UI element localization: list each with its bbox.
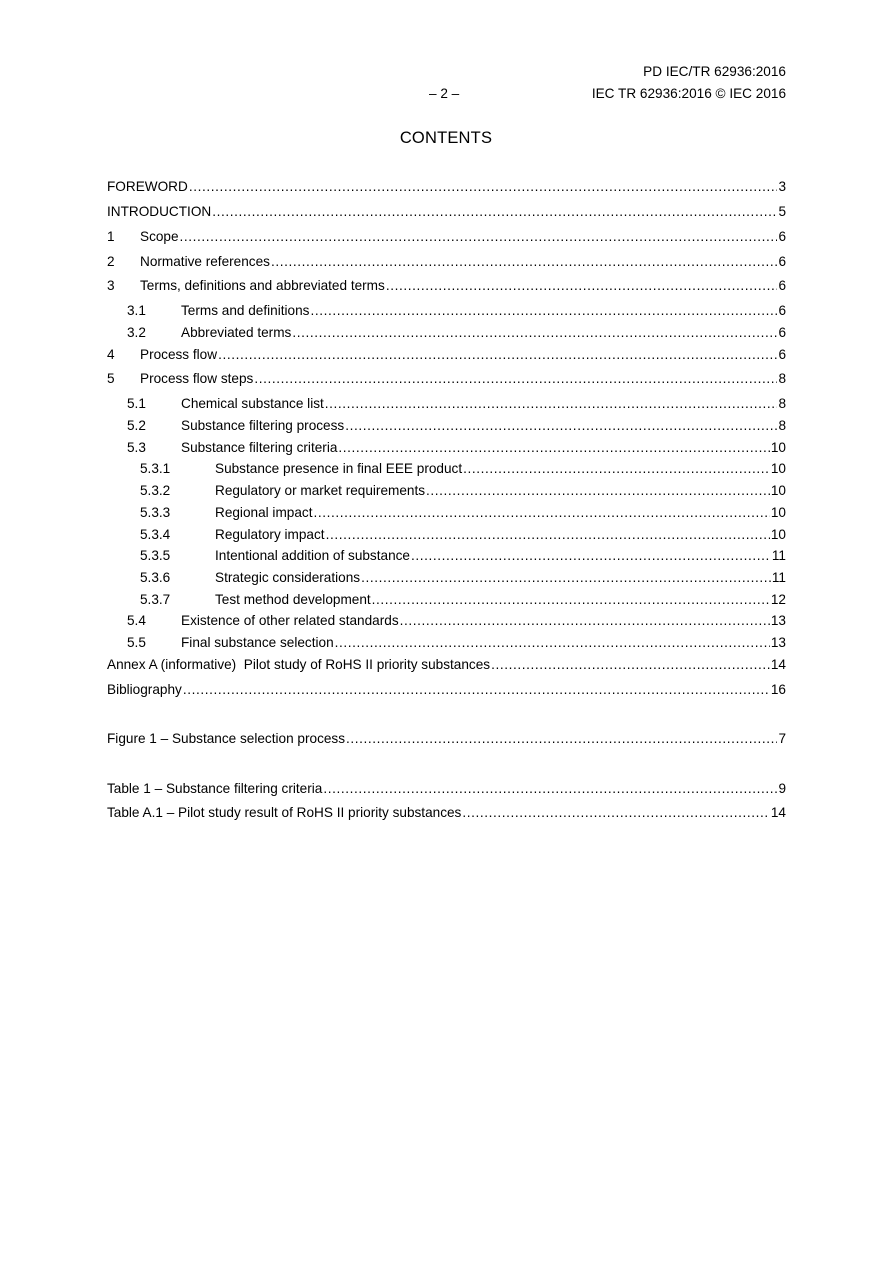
- toc-entry-number: 5.3.6: [140, 570, 171, 585]
- toc-entry[interactable]: [107, 439, 786, 457]
- toc-entry-number: 5.3.5: [140, 548, 171, 563]
- toc-entry-page: 10: [770, 461, 786, 476]
- toc-entry-page: 10: [770, 527, 786, 542]
- toc-entry[interactable]: [107, 302, 786, 320]
- toc-entry-page: 6: [778, 303, 786, 318]
- toc-entry[interactable]: [107, 504, 786, 522]
- toc-dot-leader: [323, 780, 777, 798]
- toc-entry-title: Bibliography: [107, 682, 182, 697]
- toc-entry-page: 13: [770, 635, 786, 650]
- toc-entry-number: 3: [107, 278, 115, 293]
- toc-entry-page: 6: [778, 347, 786, 362]
- toc-entry-number: 4: [107, 347, 115, 362]
- toc-entry[interactable]: [107, 178, 786, 196]
- toc-entry-page: 11: [771, 548, 786, 563]
- toc-dot-leader: [411, 547, 771, 565]
- toc-entry[interactable]: [107, 277, 786, 295]
- toc-entry-title: Figure 1 – Substance selection process: [107, 731, 346, 746]
- toc-entry-page: 14: [770, 657, 786, 672]
- toc-dot-leader: [183, 681, 770, 699]
- toc-dot-leader: [400, 612, 770, 630]
- toc-dot-leader: [180, 228, 778, 246]
- toc-entry-page: 3: [778, 179, 786, 194]
- toc-entry-title: Test method development: [215, 592, 371, 607]
- toc-entry-page: 16: [770, 682, 786, 697]
- toc-entry[interactable]: [107, 395, 786, 413]
- toc-entry-title: Annex A (informative) Pilot study of RoHS II priority substances: [107, 657, 491, 672]
- toc-dot-leader: [325, 395, 778, 413]
- toc-entry[interactable]: [107, 634, 786, 652]
- toc-entry-title: Table A.1 – Pilot study result of RoHS II priority substances: [107, 805, 462, 820]
- toc-entry[interactable]: [107, 591, 786, 609]
- toc-entry-number: 5.3: [127, 440, 146, 455]
- toc-dot-leader: [426, 482, 770, 500]
- toc-entry-page: 10: [770, 483, 786, 498]
- toc-dot-leader: [386, 277, 778, 295]
- toc-entry-title: Scope: [140, 229, 179, 244]
- toc-entry-number: 5.3.3: [140, 505, 171, 520]
- toc-entry[interactable]: [107, 482, 786, 500]
- toc-entry-title: INTRODUCTION: [107, 204, 212, 219]
- toc-entry-title: Existence of other related standards: [181, 613, 399, 628]
- toc-entry[interactable]: [107, 656, 786, 674]
- toc-entry-title: Substance presence in final EEE product: [215, 461, 463, 476]
- toc-entry[interactable]: [107, 417, 786, 435]
- toc-dot-leader: [326, 526, 770, 544]
- toc-entry[interactable]: [107, 780, 786, 798]
- toc-entry-title: Substance filtering criteria: [181, 440, 338, 455]
- toc-entry-page: 8: [778, 396, 786, 411]
- toc-dot-leader: [218, 346, 777, 364]
- toc-entry-title: Chemical substance list: [181, 396, 324, 411]
- toc-entry-number: 5.3.7: [140, 592, 171, 607]
- toc-dot-leader: [491, 656, 770, 674]
- toc-entry[interactable]: [107, 460, 786, 478]
- toc-entry-number: 5.3.2: [140, 483, 171, 498]
- toc-dot-leader: [345, 417, 777, 435]
- toc-entry-title: Process flow steps: [140, 371, 254, 386]
- toc-dot-leader: [212, 203, 777, 221]
- toc-entry-number: 5.3.1: [140, 461, 171, 476]
- toc-entry-title: Abbreviated terms: [181, 325, 292, 340]
- toc-entry-page: 7: [778, 731, 786, 746]
- toc-entry[interactable]: [107, 526, 786, 544]
- toc-dot-leader: [292, 324, 777, 342]
- toc-entry-page: 13: [770, 613, 786, 628]
- toc-entry-number: 5.5: [127, 635, 146, 650]
- toc-dot-leader: [338, 439, 769, 457]
- toc-entry-title: Regulatory or market requirements: [215, 483, 426, 498]
- toc-entry-title: Normative references: [140, 254, 270, 269]
- toc-entry-title: Substance filtering process: [181, 418, 345, 433]
- toc-dot-leader: [462, 804, 770, 822]
- toc-entry[interactable]: [107, 612, 786, 630]
- toc-dot-leader: [271, 253, 777, 271]
- toc-dot-leader: [313, 504, 769, 522]
- toc-entry-page: 8: [778, 371, 786, 386]
- toc-entry-page: 6: [778, 229, 786, 244]
- toc-entry-page: 14: [770, 805, 786, 820]
- toc-entry-page: 10: [770, 440, 786, 455]
- toc-entry-title: Terms, definitions and abbreviated terms: [140, 278, 385, 293]
- toc-entry-page: 5: [778, 204, 786, 219]
- toc-entry[interactable]: [107, 569, 786, 587]
- toc-entry[interactable]: [107, 370, 786, 388]
- toc-dot-leader: [463, 460, 770, 478]
- toc-entry-title: Regional impact: [215, 505, 313, 520]
- toc-entry-page: 9: [778, 781, 786, 796]
- toc-entry-title: Regulatory impact: [215, 527, 325, 542]
- toc-entry-page: 10: [770, 505, 786, 520]
- toc-entry[interactable]: [107, 681, 786, 699]
- page-title: CONTENTS: [399, 129, 493, 147]
- toc-entry-number: 1: [107, 229, 115, 244]
- toc-entry-title: FOREWORD: [107, 179, 188, 194]
- toc-entry-number: 2: [107, 254, 115, 269]
- toc-entry[interactable]: [107, 730, 786, 748]
- toc-entry-title: Final substance selection: [181, 635, 334, 650]
- toc-entry[interactable]: [107, 346, 786, 364]
- toc-entry-page: 6: [778, 278, 786, 293]
- toc-entry-title: Process flow: [140, 347, 218, 362]
- toc-entry-number: 3.1: [127, 303, 146, 318]
- toc-entry-page: 6: [778, 325, 786, 340]
- toc-entry-title: Intentional addition of substance: [215, 548, 410, 563]
- toc-entry-number: 5.3.4: [140, 527, 171, 542]
- toc-entry[interactable]: [107, 547, 786, 565]
- toc-entry[interactable]: [107, 324, 786, 342]
- toc-entry-number: 5.1: [127, 396, 146, 411]
- toc-entry-title: Table 1 – Substance filtering criteria: [107, 781, 323, 796]
- standard-copyright: IEC TR 62936:2016 © IEC 2016: [591, 86, 786, 101]
- toc-entry-number: 5.4: [127, 613, 146, 628]
- toc-dot-leader: [254, 370, 777, 388]
- toc-entry[interactable]: [107, 253, 786, 271]
- toc-dot-leader: [310, 302, 777, 320]
- toc-entry-page: 12: [770, 592, 786, 607]
- toc-entry-number: 3.2: [127, 325, 146, 340]
- toc-entry-page: 11: [771, 570, 786, 585]
- toc-dot-leader: [189, 178, 778, 196]
- toc-entry[interactable]: [107, 228, 786, 246]
- toc-entry[interactable]: [107, 203, 786, 221]
- toc-dot-leader: [346, 730, 777, 748]
- toc-entry-title: Terms and definitions: [181, 303, 310, 318]
- toc-dot-leader: [372, 591, 770, 609]
- toc-dot-leader: [335, 634, 770, 652]
- page-number: – 2 –: [429, 86, 460, 101]
- toc-entry-page: 8: [778, 418, 786, 433]
- document-id: PD IEC/TR 62936:2016: [643, 64, 786, 79]
- toc-dot-leader: [361, 569, 771, 587]
- toc-entry-number: 5: [107, 371, 115, 386]
- toc-entry-page: 6: [778, 254, 786, 269]
- toc-entry-title: Strategic considerations: [215, 570, 361, 585]
- toc-entry-number: 5.2: [127, 418, 146, 433]
- toc-entry[interactable]: [107, 804, 786, 822]
